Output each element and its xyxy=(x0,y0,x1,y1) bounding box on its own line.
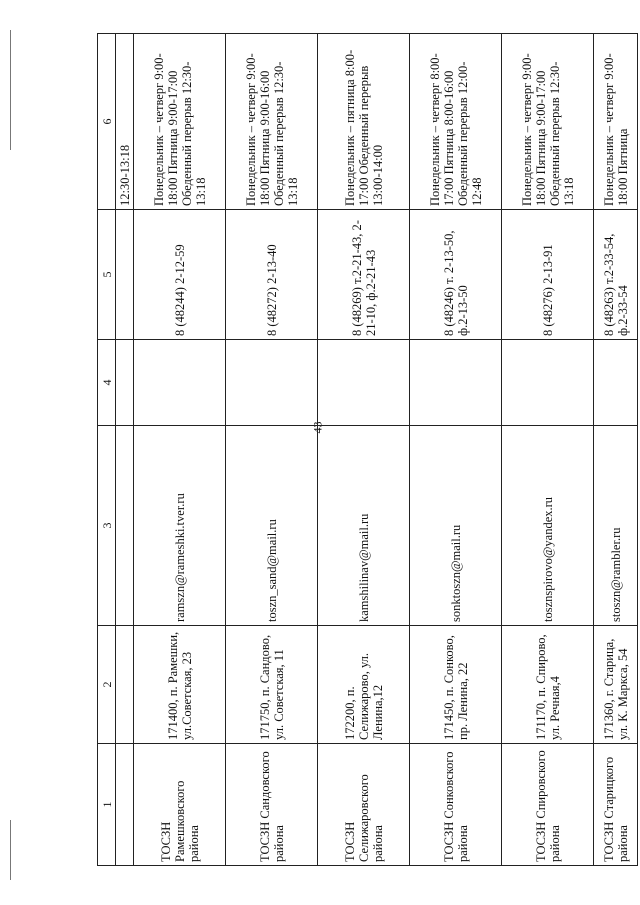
table-row xyxy=(502,34,594,866)
cell-address: 171170, п. Спирово, ул. Речная,4 xyxy=(502,626,594,744)
cell-email: tosznspirovo@yandex.ru xyxy=(502,426,594,626)
cell-name: ТОСЗН Старицкого района xyxy=(594,744,638,866)
cell-hours: Понедельник – четверг 8:00-17:00 Пятница 8:00-16:00 Обеденный перерыв 12:00-12:48 xyxy=(410,34,502,210)
cell-empty xyxy=(116,340,134,426)
table-row xyxy=(594,34,638,866)
cell-name: ТОСЗН Селижаровского района xyxy=(318,744,410,866)
scan-artifact xyxy=(10,30,11,150)
cell-phone: 8 (48263) т.2-33-54, ф.2-33-54 xyxy=(594,210,638,340)
cell-phone: 8 (48276) 2-13-91 xyxy=(502,210,594,340)
cell-col4 xyxy=(134,340,226,426)
column-number-row xyxy=(98,34,116,866)
col-header-2: 2 xyxy=(98,626,116,744)
cell-hours: Понедельник – четверг 9:00-18:00 Пятница 9:00-17:00 Обеденный перерыв 12:30-13:18 xyxy=(134,34,226,210)
cell-name: ТОСЗН Рамешковского района xyxy=(134,744,226,866)
cell-email: sonktoszn@mail.ru xyxy=(410,426,502,626)
cell-hours: 12:30-13:18 xyxy=(116,34,134,210)
cell-hours: Понедельник – пятница 8:00-17:00 Обеденный перерыв 13:00-14:00 xyxy=(318,34,410,210)
cell-address: 172200, п. Селижарово, ул. Ленина,12 xyxy=(318,626,410,744)
cell-address: 171750, п. Сандово, ул. Советская, 11 xyxy=(226,626,318,744)
col-header-5: 5 xyxy=(98,210,116,340)
cell-name: ТОСЗН Спировского района xyxy=(502,744,594,866)
cell-name: ТОСЗН Сандовского района xyxy=(226,744,318,866)
cell-phone: 8 (48269) т.2-21-43, 2-21-10, ф.2-21-43 xyxy=(318,210,410,340)
page-number: 43 xyxy=(310,421,325,434)
cell-col4 xyxy=(410,340,502,426)
cell-phone: 8 (48244) 2-12-59 xyxy=(134,210,226,340)
cell-phone: 8 (48246) т. 2-13-50, ф.2-13-50 xyxy=(410,210,502,340)
cell-email: ramszn@rameshki.tver.ru xyxy=(134,426,226,626)
cell-hours: Понедельник – четверг 9:00-18:00 Пятница xyxy=(594,34,638,210)
table-row xyxy=(226,34,318,866)
cell-email: kamshilinav@mail.ru xyxy=(318,426,410,626)
cell-col4 xyxy=(318,340,410,426)
col-header-4: 4 xyxy=(98,340,116,426)
cell-empty xyxy=(116,744,134,866)
cell-hours: Понедельник – четверг 9:00-18:00 Пятница 9:00-16:00 Обеденный перерыв 12:30-13:18 xyxy=(226,34,318,210)
cell-email: stoszn@rambler.ru xyxy=(594,426,638,626)
cell-hours: Понедельник – четверг 9:00-18:00 Пятница 9:00-17:00 Обеденный перерыв 12:30-13:18 xyxy=(502,34,594,210)
continuation-row xyxy=(116,34,134,866)
cell-col4 xyxy=(594,340,638,426)
scan-artifact xyxy=(10,820,11,880)
offices-table xyxy=(97,33,638,866)
table-row xyxy=(318,34,410,866)
cell-name: ТОСЗН Сонковского района xyxy=(410,744,502,866)
table-row xyxy=(410,34,502,866)
cell-phone: 8 (48272) 2-13-40 xyxy=(226,210,318,340)
rotated-table-wrapper xyxy=(97,34,630,866)
cell-address: 171360, г. Старица, ул. К. Маркса, 54 xyxy=(594,626,638,744)
cell-address: 171400, п. Рамешки, ул.Советская, 23 xyxy=(134,626,226,744)
cell-col4 xyxy=(226,340,318,426)
table-row xyxy=(134,34,226,866)
cell-address: 171450, п. Сонково, пр. Ленина, 22 xyxy=(410,626,502,744)
cell-col4 xyxy=(502,340,594,426)
cell-email: toszn_sand@mail.ru xyxy=(226,426,318,626)
cell-empty xyxy=(116,210,134,340)
cell-empty xyxy=(116,626,134,744)
col-header-6: 6 xyxy=(98,34,116,210)
cell-empty xyxy=(116,426,134,626)
col-header-3: 3 xyxy=(98,426,116,626)
col-header-1: 1 xyxy=(98,744,116,866)
